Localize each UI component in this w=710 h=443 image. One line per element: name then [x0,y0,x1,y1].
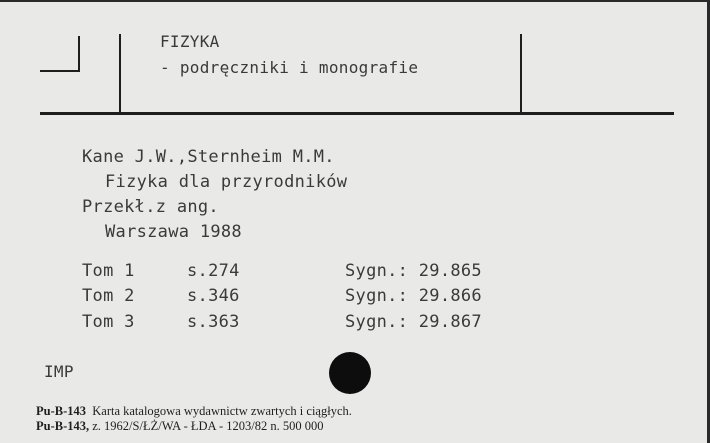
card-top-edge [0,0,710,2]
volume-1-signature: Sygn.: 29.865 [345,261,482,281]
translation-note: Przekł.z ang. [82,197,219,217]
footer-text-2: z. 1962/S/ŁŻ/WA - ŁDA - 1203/82 n. 500 000 [92,419,324,433]
volume-2-pages: s.346 [187,286,240,306]
volume-2-tom: Tom 2 [82,286,135,306]
right-column-rule [520,34,522,113]
volume-2-signature: Sygn.: 29.866 [345,286,482,306]
footer-line-2 [36,419,324,434]
corner-rule-vertical [78,36,80,72]
volume-3-tom: Tom 3 [82,312,135,332]
volume-3-signature: Sygn.: 29.867 [345,312,482,332]
subject-heading: FIZYKA [160,32,220,51]
volume-1-tom: Tom 1 [82,261,135,281]
header-underline [40,112,674,115]
left-column-rule [119,34,121,113]
volume-3-pages: s.363 [187,312,240,332]
subject-subdivision: - podręczniki i monografie [160,58,419,77]
punched-hole [329,352,371,394]
footer-code-2: Pu-B-143, [36,419,90,433]
footer-text-1: Karta katalogowa wydawnictw zwartych i ciągłych. [92,404,352,418]
footer-line-1 [36,404,352,419]
corner-rule-horizontal [40,70,80,72]
footer-code-1: Pu-B-143 [36,404,86,418]
imp-stamp: IMP [44,362,74,381]
authors-line: Kane J.W.,Sternheim M.M. [82,147,335,167]
volume-1-pages: s.274 [187,261,240,281]
title-line: Fizyka dla przyrodników [105,172,348,192]
imprint-line: Warszawa 1988 [105,222,242,242]
